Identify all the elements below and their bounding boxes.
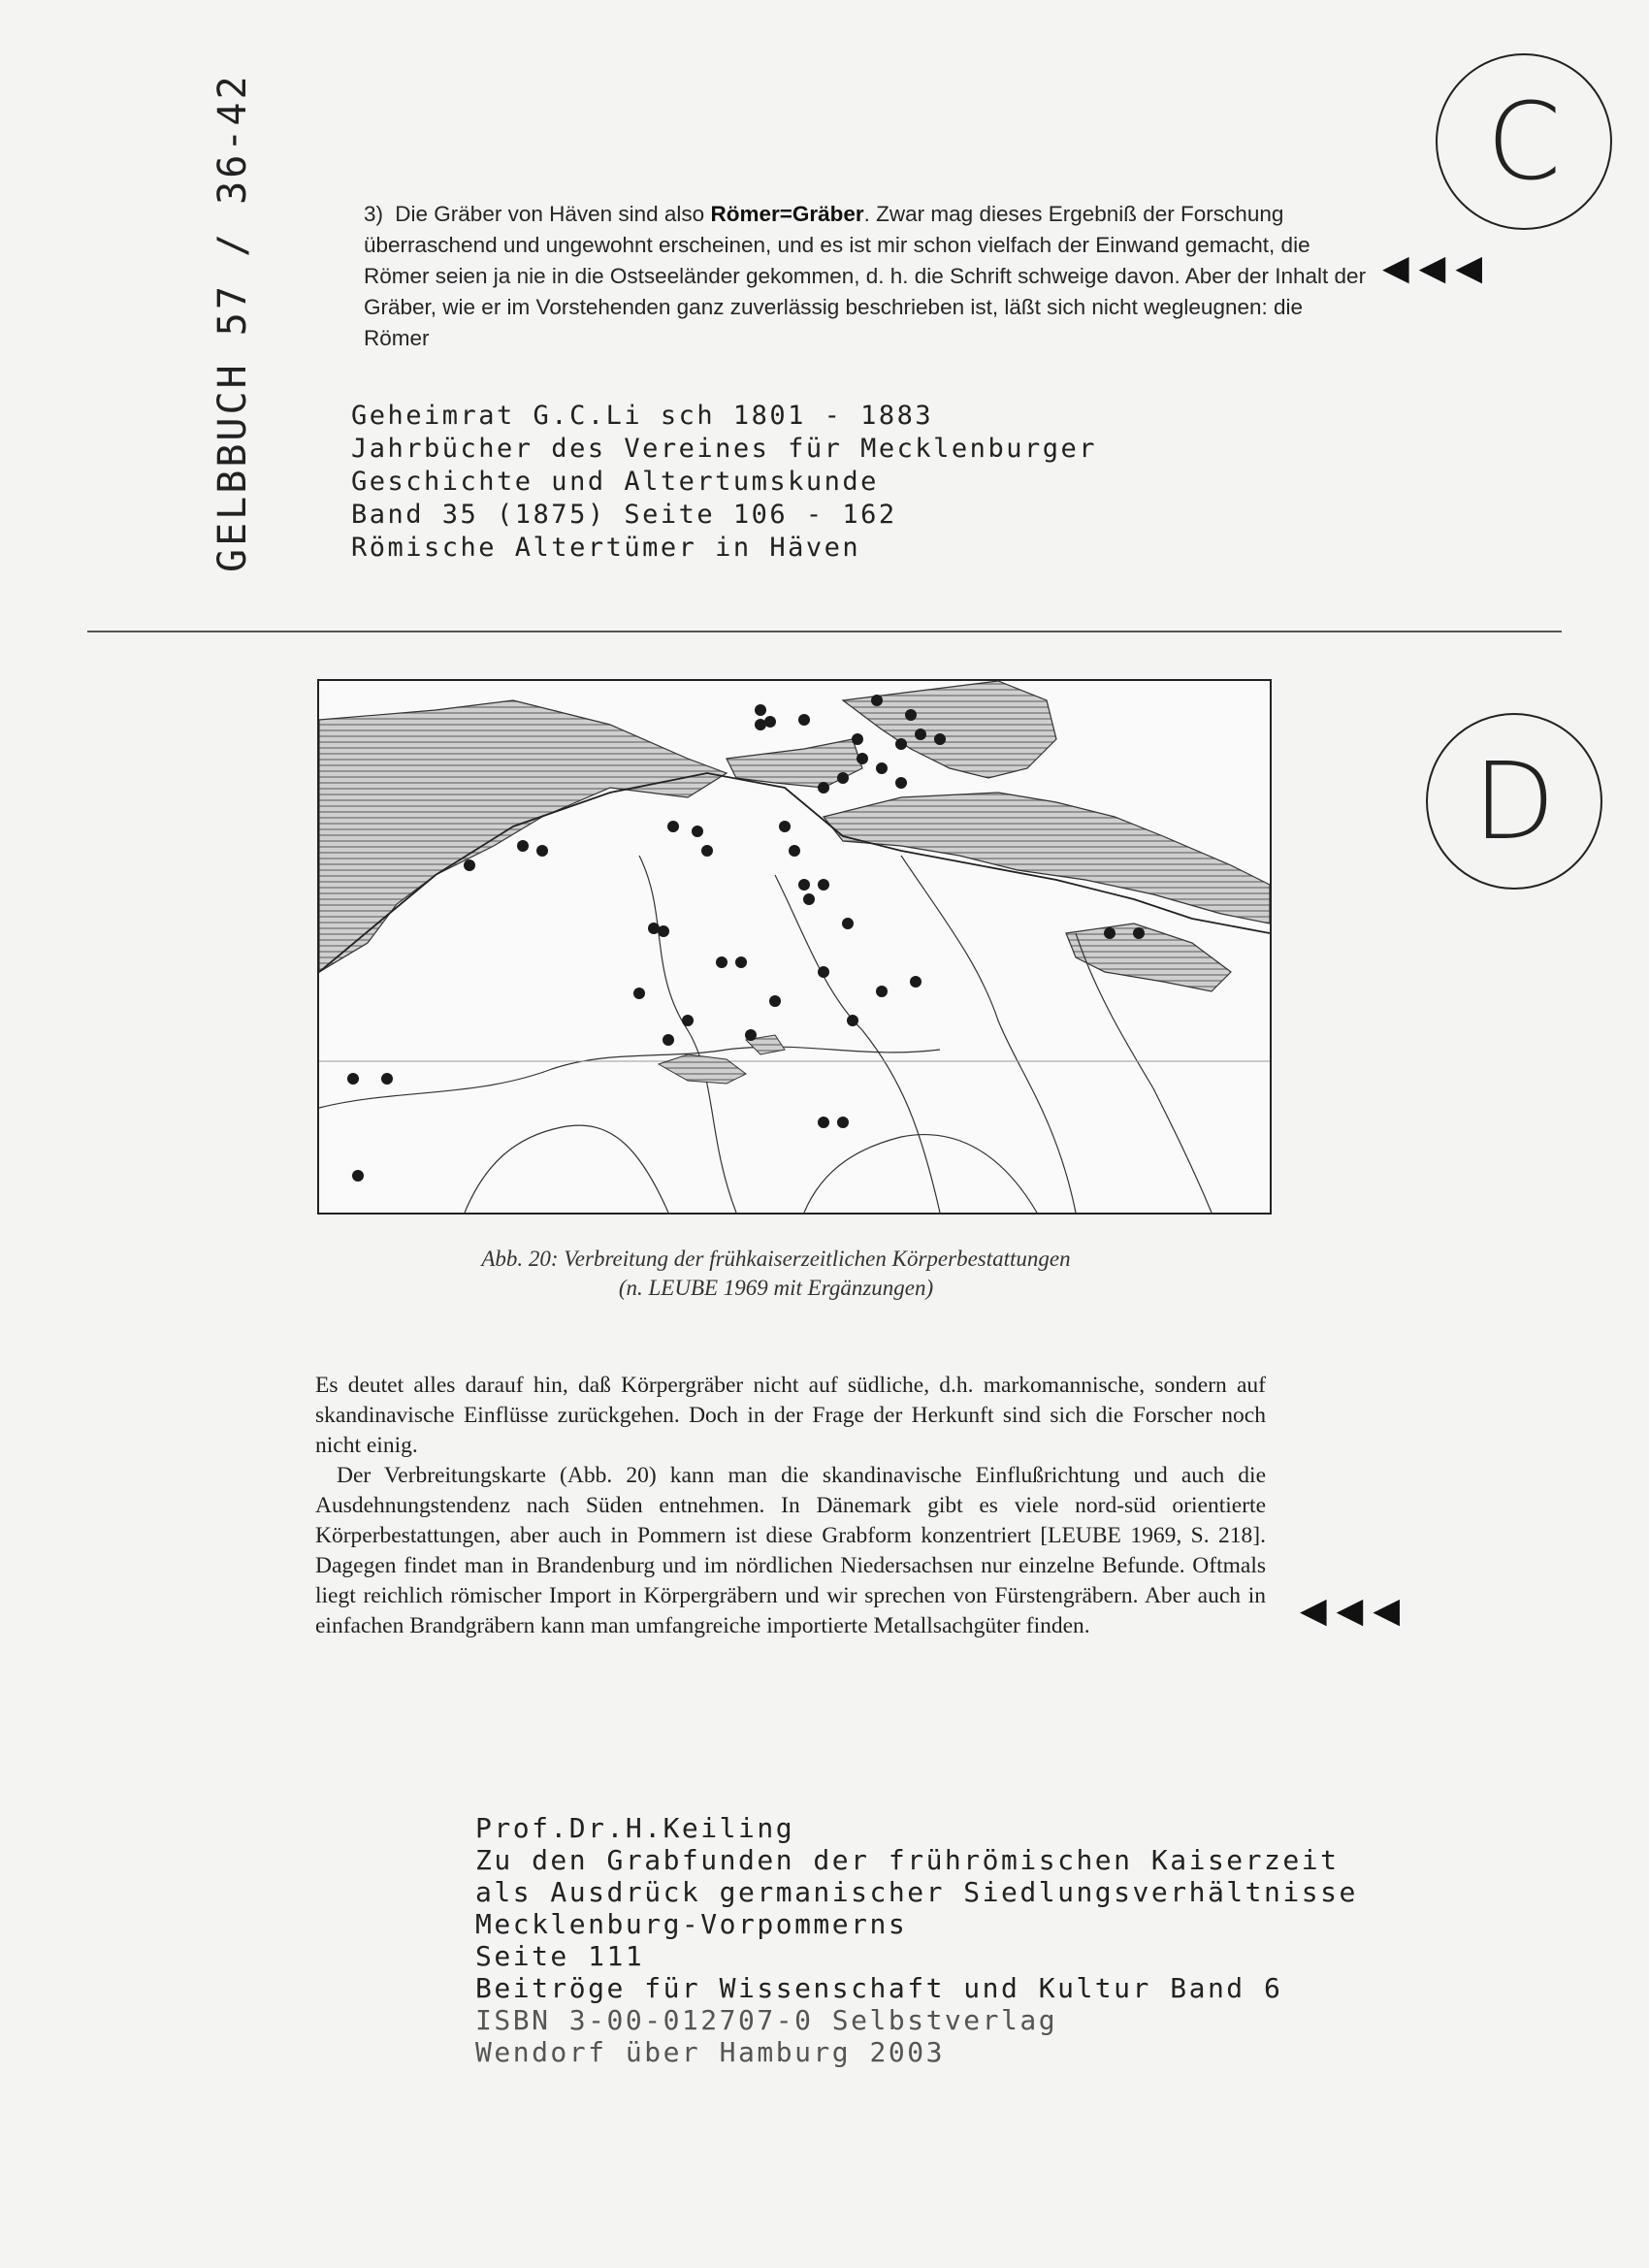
circle-d-label: D	[1472, 739, 1556, 863]
citation-1-line: Band 35 (1875) Seite 106 - 162	[351, 500, 897, 530]
find-spot	[745, 1029, 757, 1041]
citation-2-line: als Ausdrück germanischer Siedlungsverhältnisse	[475, 1876, 1358, 1908]
find-spot	[857, 753, 868, 764]
find-spot	[818, 1117, 829, 1128]
paragraph-1: Es deutet alles darauf hin, daß Körpergräber nicht auf südliche, d.h. markomannische, sondern auf skandinavische Einflüsse zurückgehen. Doch in der Frage der Herkunft sind sich die Forscher noch nicht einig.	[315, 1373, 1266, 1458]
find-spot	[633, 988, 645, 999]
find-spot	[716, 956, 728, 968]
find-spot	[842, 918, 854, 929]
find-spot	[764, 716, 776, 728]
find-spot	[667, 821, 679, 832]
find-spot	[818, 782, 829, 794]
citation-2-line: Mecklenburg-Vorpommerns	[475, 1908, 908, 1940]
citation-1-line: Römische Altertümer in Häven	[351, 533, 861, 563]
arrow-marker-icon: ◀◀◀	[1382, 248, 1493, 288]
caption-line-1: Abb. 20: Verbreitung der frühkaiserzeitlichen Körperbestattungen	[481, 1247, 1071, 1271]
citation-2-line: Zu den Grabfunden der frührömischen Kaiserzeit	[475, 1844, 1340, 1876]
find-spot	[381, 1073, 393, 1085]
lake-group	[659, 1054, 746, 1084]
baltic-coast-east	[824, 793, 1270, 923]
handwritten-margin-note	[204, 73, 262, 574]
find-spot	[517, 840, 529, 852]
find-spot	[803, 893, 815, 905]
arrow-marker-icon: ◀◀◀	[1300, 1591, 1410, 1631]
find-spot	[352, 1170, 364, 1182]
find-spot	[871, 695, 883, 706]
citation-keiling	[475, 1812, 1358, 2068]
find-spot	[798, 714, 810, 726]
river-3	[901, 856, 1076, 1213]
find-spot	[876, 762, 888, 774]
paragraph-2: Der Verbreitungskarte (Abb. 20) kann man die skandinavische Einflußrichtung und auch die Ausdehnungstendenz nach Süden entnehmen. In Dänemark gibt es viele nord-süd orientierte Körperbestattungen, aber auch in Pommern ist diese Grabform konzentriert [LEUBE 1969, S. 218]. Dagegen findet man in Brandenburg und im nördlichen Niedersachsen nur einzelne Befunde. Oftmals liegt reichlich römischer Import in Körpergräbern und wir sprechen von Fürstengräbern. Aber auch in einfachen Brandgräbern kann man umfangreiche importierte Metallsachgüter finden.	[315, 1463, 1266, 1638]
find-spot	[837, 772, 849, 784]
find-spot	[837, 1117, 849, 1128]
river-2	[775, 875, 940, 1213]
citation-1-line: Geheimrat G.C.Li sch 1801 - 1883	[351, 401, 934, 431]
find-spot	[663, 1034, 674, 1046]
find-spot	[682, 1015, 694, 1026]
citation-2-line: Seite 111	[475, 1940, 645, 1972]
gulf-east	[1066, 923, 1231, 991]
river-5	[319, 1047, 940, 1108]
find-spot	[818, 879, 829, 891]
find-spot	[852, 733, 863, 745]
find-spot	[464, 859, 475, 871]
river-7	[804, 1135, 1037, 1213]
find-spot	[789, 845, 800, 857]
find-spot	[658, 925, 669, 937]
find-spot	[701, 845, 713, 857]
caption-line-2: (n. LEUBE 1969 mit Ergänzungen)	[618, 1276, 934, 1300]
find-spot	[1133, 927, 1145, 939]
find-spot	[1104, 927, 1116, 939]
find-spot	[769, 995, 781, 1007]
citation-2-line: ISBN 3-00-012707-0 Selbstverlag	[475, 2004, 1058, 2036]
map-svg	[319, 681, 1270, 1213]
find-spot	[915, 729, 926, 740]
citation-2-line: Wendorf über Hamburg 2003	[475, 2036, 945, 2068]
find-spot	[910, 976, 922, 988]
margin-note-text: GELBBUCH 57 / 36-42	[210, 73, 255, 572]
river-1	[639, 856, 736, 1213]
find-spot	[347, 1073, 359, 1085]
divider-line	[87, 631, 1562, 632]
find-spot	[895, 738, 907, 750]
circled-letter-c	[1436, 53, 1612, 230]
find-spot	[847, 1015, 858, 1026]
circle-c-label: C	[1486, 80, 1562, 204]
quote-text-before: Die Gräber von Häven sind also	[395, 202, 705, 226]
circled-letter-d	[1426, 713, 1602, 890]
citation-1-line: Geschichte und Altertumskunde	[351, 467, 879, 497]
quote-number: 3)	[364, 202, 384, 226]
river-6	[465, 1125, 668, 1213]
quote-text-after: . Zwar mag dieses Ergebniß der Forschung überraschend und ungewohnt erscheinen, und es ist mir schon vielfach der Einwand gemacht, die Römer seien ja nie in die Ostseeländer gekommen, d. h. die Schrift schweige davon. Aber der Inhalt der Gräber, wie er im Vorstehenden ganz zuverlässig beschrieben ist, läßt sich nicht wegleugnen: die Römer	[364, 202, 1367, 350]
quote-bold-term: Römer=Gräber	[710, 202, 864, 226]
find-spot	[876, 986, 888, 997]
find-spot	[536, 845, 548, 857]
citation-2-line: Beitröge für Wissenschaft und Kultur Band 6	[475, 1972, 1283, 2004]
figure-caption	[291, 1245, 1261, 1303]
citation-lisch	[351, 400, 1097, 565]
find-spot	[934, 733, 946, 745]
find-spot	[798, 879, 810, 891]
citation-2-line: Prof.Dr.H.Keiling	[475, 1812, 795, 1844]
body-text	[315, 1371, 1266, 1641]
find-spot	[779, 821, 791, 832]
find-spot	[735, 956, 747, 968]
historical-quote	[364, 199, 1368, 354]
distribution-map	[317, 679, 1272, 1215]
find-spot	[905, 709, 917, 721]
find-spot	[818, 966, 829, 978]
find-spot	[692, 826, 703, 837]
find-spot	[895, 777, 907, 789]
find-spot	[755, 704, 766, 716]
citation-1-line: Jahrbücher des Vereines für Mecklenburger	[351, 434, 1097, 464]
